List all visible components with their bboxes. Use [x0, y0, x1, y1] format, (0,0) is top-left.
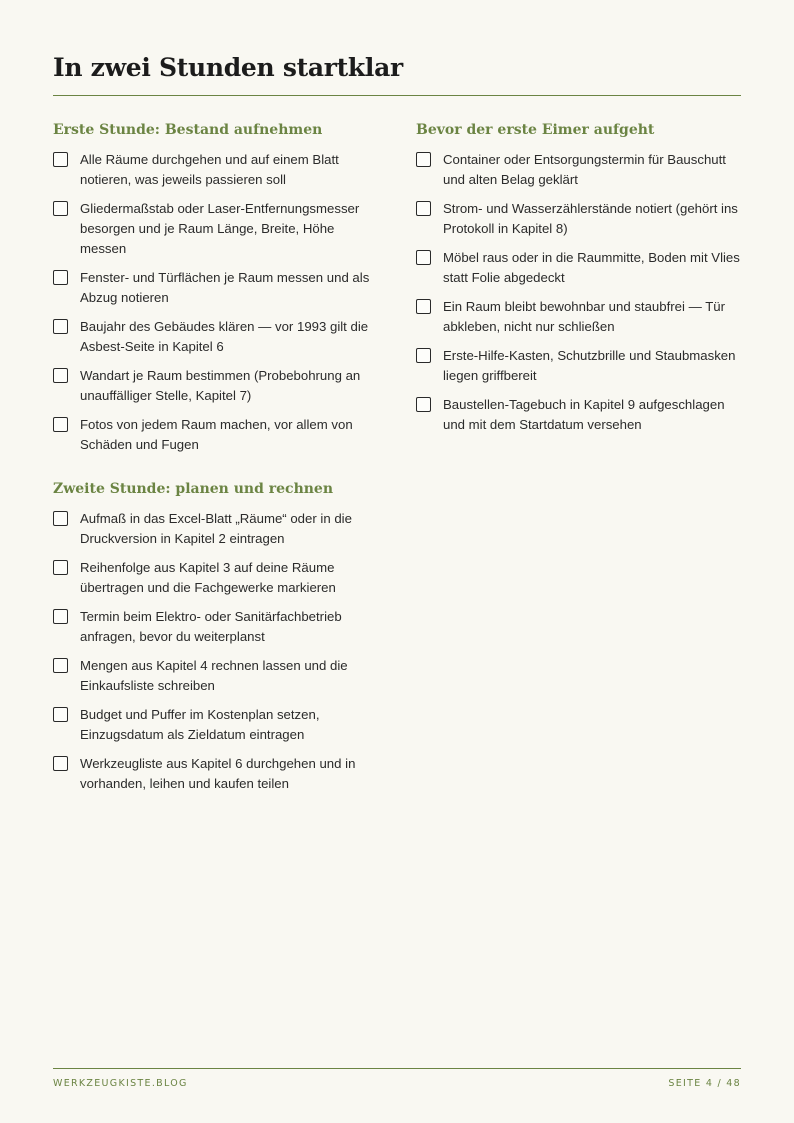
checklist-item — [53, 150, 383, 190]
checkbox[interactable] — [53, 609, 68, 624]
checklist-first-hour — [53, 150, 383, 455]
checklist-item-label: Baujahr des Gebäudes klären — vor 1993 gilt die Asbest-Seite in Kapitel 6 — [80, 319, 369, 354]
right-column — [416, 118, 746, 444]
checklist-item-label: Fenster- und Türflächen je Raum messen und als Abzug notieren — [80, 270, 370, 305]
checklist-item-label: Fotos von jedem Raum machen, vor allem von Schäden und Fugen — [80, 417, 353, 452]
checklist-item — [416, 346, 746, 386]
checklist-before-start — [416, 150, 746, 435]
checklist-item-label: Ein Raum bleibt bewohnbar und staubfrei — Tür abkleben, nicht nur schließen — [443, 299, 725, 334]
checklist-item-label: Erste-Hilfe-Kasten, Schutzbrille und Staubmasken liegen griffbereit — [443, 348, 736, 383]
checkbox[interactable] — [53, 511, 68, 526]
checklist-item — [53, 656, 383, 696]
footer-divider — [53, 1068, 741, 1069]
checkbox[interactable] — [416, 348, 431, 363]
checklist-item-label: Reihenfolge aus Kapitel 3 auf deine Räume übertragen und die Fachgewerke markieren — [80, 560, 336, 595]
checklist-item — [53, 268, 383, 308]
checklist-item-label: Aufmaß in das Excel-Blatt „Räume“ oder in die Druckversion in Kapitel 2 eintragen — [80, 511, 352, 546]
section-before-start — [416, 118, 746, 435]
checkbox[interactable] — [416, 152, 431, 167]
checklist-item — [53, 415, 383, 455]
checklist-item-label: Gliedermaßstab oder Laser-Entfernungsmesser besorgen und je Raum Länge, Breite, Höhe messen — [80, 201, 360, 256]
checklist-item — [53, 366, 383, 406]
checklist-item — [53, 199, 383, 259]
section-first-hour — [53, 118, 383, 455]
checklist-second-hour — [53, 509, 383, 794]
checkbox[interactable] — [53, 756, 68, 771]
checkbox[interactable] — [53, 368, 68, 383]
checklist-item — [53, 558, 383, 598]
checklist-item — [53, 705, 383, 745]
checkbox[interactable] — [53, 560, 68, 575]
checkbox[interactable] — [53, 417, 68, 432]
checklist-item-label: Werkzeugliste aus Kapitel 6 durchgehen und in vorhanden, leihen und kaufen teilen — [80, 756, 356, 791]
checklist-item-label: Container oder Entsorgungstermin für Bauschutt und alten Belag geklärt — [443, 152, 726, 187]
checklist-item-label: Möbel raus oder in die Raummitte, Boden mit Vlies statt Folie abgedeckt — [443, 250, 740, 285]
section-title-second-hour: Zweite Stunde: planen und rechnen — [53, 481, 334, 497]
checklist-item — [53, 754, 383, 794]
checklist-item — [53, 509, 383, 549]
checklist-item-label: Wandart je Raum bestimmen (Probebohrung an unauffälliger Stelle, Kapitel 7) — [80, 368, 361, 403]
checkbox[interactable] — [53, 319, 68, 334]
checklist-item — [416, 297, 746, 337]
checkbox[interactable] — [416, 397, 431, 412]
page-title: In zwei Stunden startklar — [53, 53, 403, 82]
section-title-before-start: Bevor der erste Eimer aufgeht — [416, 122, 655, 138]
checkbox[interactable] — [53, 201, 68, 216]
checkbox[interactable] — [416, 299, 431, 314]
checklist-item-label: Strom- und Wasserzählerstände notiert (gehört ins Protokoll in Kapitel 8) — [443, 201, 738, 236]
checkbox[interactable] — [53, 707, 68, 722]
section-second-hour — [53, 477, 383, 794]
checklist-item-label: Termin beim Elektro- oder Sanitärfachbetrieb anfragen, bevor du weiterplanst — [80, 609, 342, 644]
checkbox[interactable] — [416, 201, 431, 216]
checklist-item — [416, 199, 746, 239]
checklist-item-label: Mengen aus Kapitel 4 rechnen lassen und die Einkaufsliste schreiben — [80, 658, 348, 693]
footer-site-name: WERKZEUGKISTE.BLOG — [53, 1078, 188, 1089]
section-title-first-hour: Erste Stunde: Bestand aufnehmen — [53, 122, 323, 138]
checklist-item — [416, 395, 746, 435]
checklist-item — [53, 607, 383, 647]
checkbox[interactable] — [53, 152, 68, 167]
title-divider — [53, 95, 741, 96]
checkbox[interactable] — [53, 658, 68, 673]
checkbox[interactable] — [53, 270, 68, 285]
left-column — [53, 118, 383, 803]
checkbox[interactable] — [416, 250, 431, 265]
checklist-item — [416, 248, 746, 288]
checklist-item — [53, 317, 383, 357]
checklist-item-label: Baustellen-Tagebuch in Kapitel 9 aufgeschlagen und mit dem Startdatum versehen — [443, 397, 725, 432]
footer-page-number: SEITE 4 / 48 — [668, 1078, 741, 1089]
checklist-item — [416, 150, 746, 190]
checklist-item-label: Budget und Puffer im Kostenplan setzen, Einzugsdatum als Zieldatum eintragen — [80, 707, 320, 742]
checklist-item-label: Alle Räume durchgehen und auf einem Blatt notieren, was jeweils passieren soll — [80, 152, 339, 187]
